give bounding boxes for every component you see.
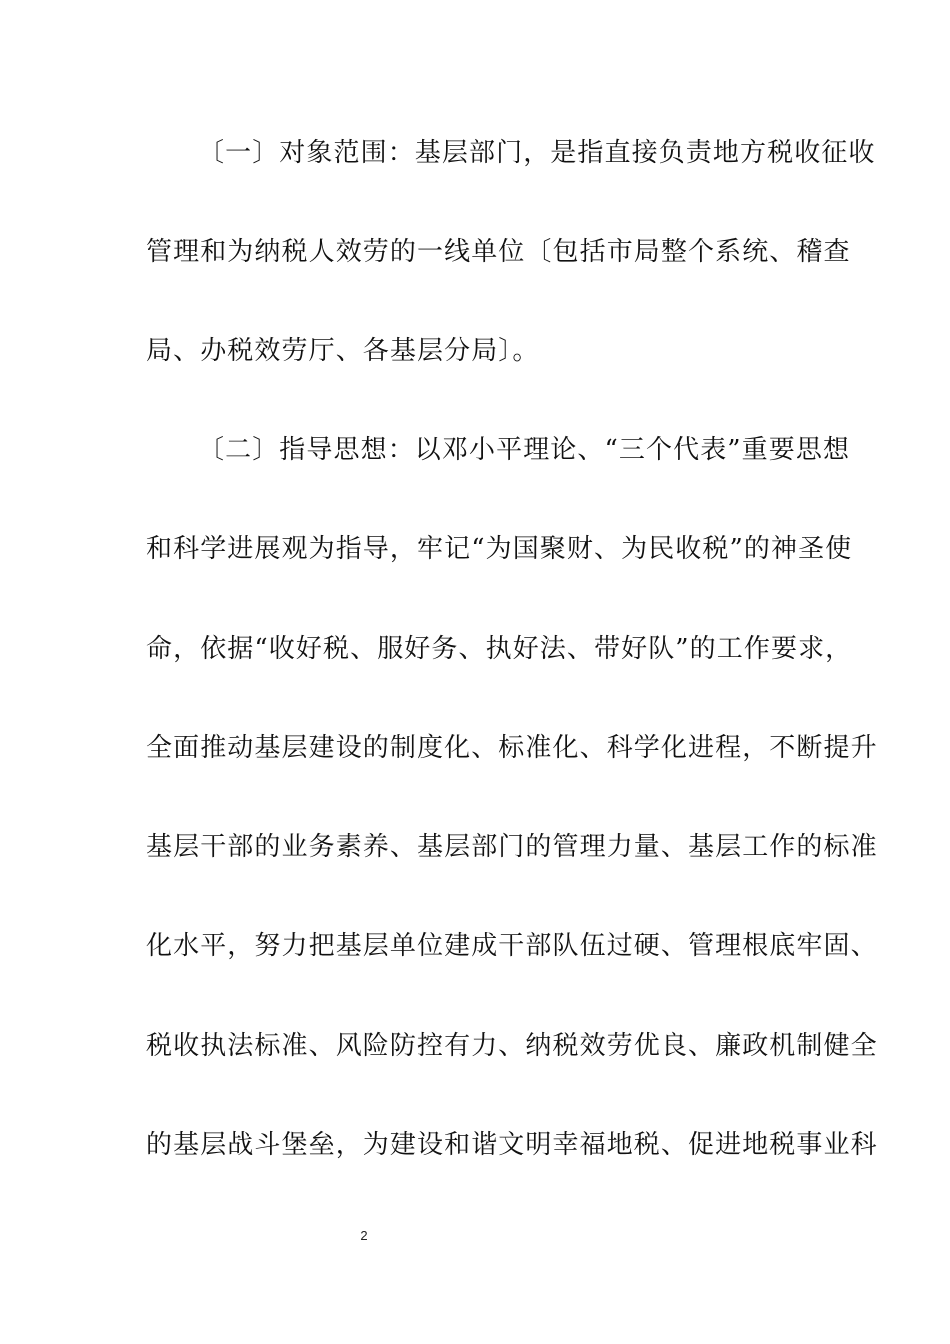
paragraph-2-line-4: 全面推动基层建设的制度化、标准化、科学化进程，不断提升 — [146, 733, 878, 763]
paragraph-2-line-1: 〔二〕指导思想：以邓小平理论、“三个代表”重要思想 — [198, 435, 851, 465]
paragraph-2-line-6: 化水平，努力把基层单位建成干部队伍过硬、管理根底牢固、 — [146, 931, 878, 961]
paragraph-2-line-5: 基层干部的业务素养、基层部门的管理力量、基层工作的标准 — [146, 832, 878, 862]
paragraph-1-line-3: 局、办税效劳厅、各基层分局〕。 — [146, 336, 540, 366]
paragraph-2-line-3: 命，依据“收好税、服好务、执好法、带好队”的工作要求， — [146, 634, 853, 664]
paragraph-2-line-7: 税收执法标准、风险防控有力、纳税效劳优良、廉政机制健全 — [146, 1031, 878, 1061]
paragraph-1-line-1: 〔一〕对象范围：基层部门，是指直接负责地方税收征收 — [198, 138, 876, 168]
paragraph-2-line-8: 的基层战斗堡垒，为建设和谐文明幸福地税、促进地税事业科 — [146, 1130, 878, 1160]
paragraph-2-line-2: 和科学进展观为指导，牢记“为国聚财、为民收税”的神圣使 — [146, 534, 853, 564]
page-number: 2 — [360, 1228, 368, 1243]
paragraph-1-line-2: 管理和为纳税人效劳的一线单位〔包括市局整个系统、稽查 — [146, 237, 851, 267]
